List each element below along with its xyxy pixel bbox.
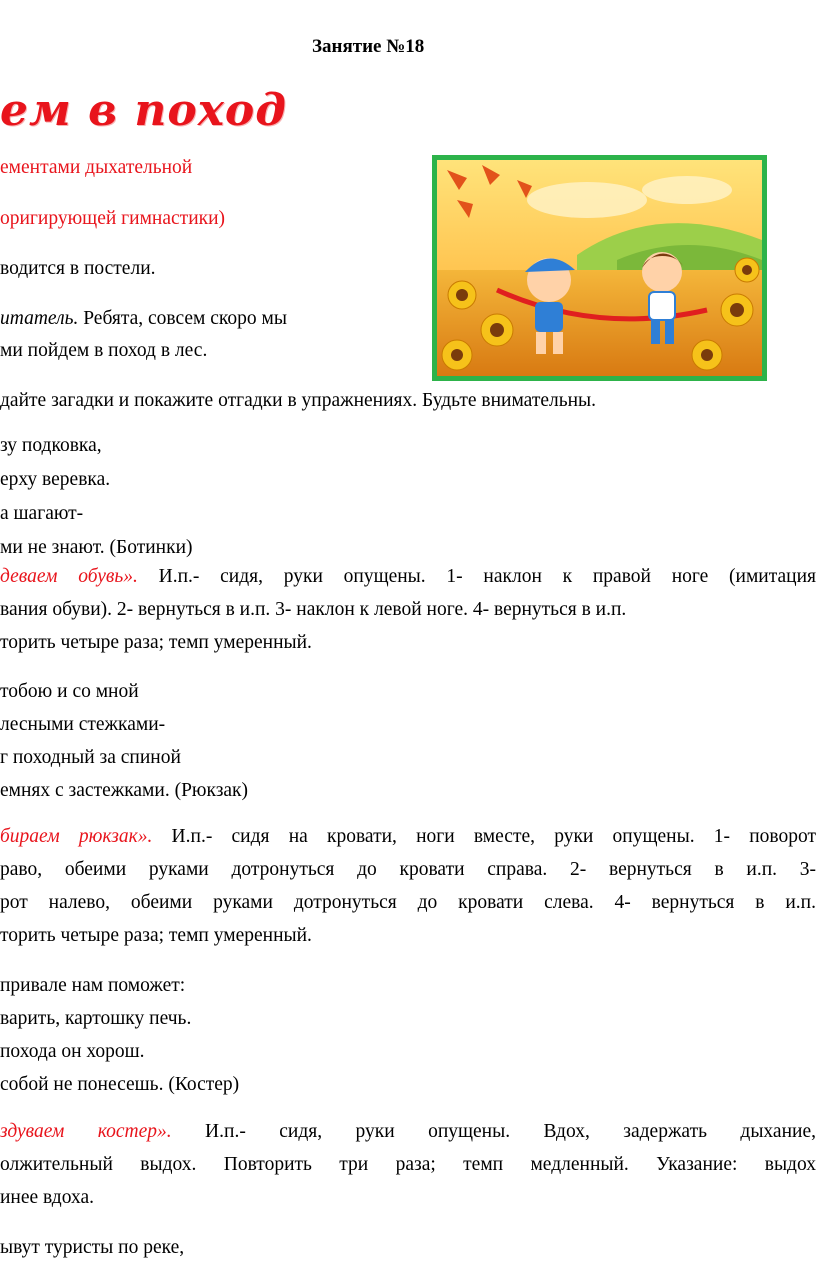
exercise-2-line-3: рот налево, обеими руками дотронуться до кровати слева. 4- вернуться в и.п. — [0, 892, 816, 913]
lesson-title: ем в поход — [0, 85, 287, 136]
exercise-3-line-2: олжительный выдох. Повторить три раза; темп медленный. Указание: выдох — [0, 1154, 816, 1175]
riddle-3-line: привале нам поможет: — [0, 975, 186, 996]
exercise-2-name: бираем рюкзак». — [0, 826, 153, 847]
exercise-1-line-1 — [0, 565, 816, 589]
riddle-1-line: ерху веревка. — [0, 469, 111, 490]
exercise-2-line-1 — [0, 825, 816, 849]
exercise-1-text: И.п.- сидя, руки опущены. 1- наклон к правой ноге (имитация — [137, 566, 816, 587]
riddle-2-line: г походный за спиной — [0, 747, 181, 768]
subtitle-line-2: оригирующей гимнастики) — [0, 208, 226, 229]
exercise-1-name: деваем обувь». — [0, 566, 138, 587]
exercise-2-line-2: раво, обеими руками дотронуться до кровати справа. 2- вернуться в и.п. 3- — [0, 859, 816, 880]
teacher-speech: Ребята, совсем скоро мы — [78, 308, 287, 329]
exercise-3-line-3: инее вдоха. — [0, 1187, 94, 1208]
teacher-line-1 — [0, 307, 287, 331]
exercise-2-line-4: торить четыре раза; темп умеренный. — [0, 925, 312, 946]
exercise-1-line-2: вания обуви). 2- вернуться в и.п. 3- наклон к левой ноге. 4- вернуться в и.п. — [0, 599, 627, 620]
riddle-2-line: тобою и со мной — [0, 681, 139, 702]
riddle-3-line: варить, картошку печь. — [0, 1008, 192, 1029]
subtitle-line-1: ементами дыхательной — [0, 157, 193, 178]
children-running-icon — [437, 160, 762, 376]
riddle-instruction: дайте загадки и покажите отгадки в упражнениях. Будьте внимательны. — [0, 390, 597, 411]
autumn-hike-illustration — [432, 155, 767, 381]
teacher-line-2: ми пойдем в поход в лес. — [0, 340, 208, 361]
riddle-3-line: похода он хорош. — [0, 1041, 145, 1062]
page-title: Занятие №18 — [312, 36, 425, 57]
riddle-1-line: ми не знают. (Ботинки) — [0, 537, 193, 558]
exercise-2-text: И.п.- сидя на кровати, ноги вместе, руки опущены. 1- поворот — [152, 826, 816, 847]
riddle-2-line: лесными стежками- — [0, 714, 166, 735]
riddle-1-line: а шагают- — [0, 503, 84, 524]
exercise-1-line-3: торить четыре раза; темп умеренный. — [0, 632, 312, 653]
teacher-role: итатель. — [0, 308, 79, 329]
riddle-2-line: емнях с застежками. (Рюкзак) — [0, 780, 249, 801]
exercise-3-line-1 — [0, 1120, 816, 1144]
exercise-3-name: здуваем костер». — [0, 1121, 172, 1142]
riddle-4-line: ывут туристы по реке, — [0, 1237, 185, 1258]
riddle-3-line: собой не понесешь. (Костер) — [0, 1074, 240, 1095]
intro-text: водится в постели. — [0, 258, 156, 279]
riddle-1-line: зу подковка, — [0, 435, 102, 456]
exercise-3-text: И.п.- сидя, руки опущены. Вдох, задержать дыхание, — [171, 1121, 816, 1142]
